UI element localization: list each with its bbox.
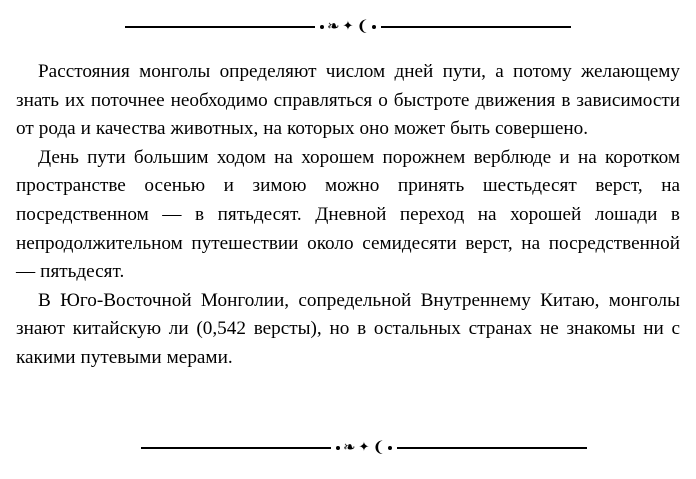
ornament-leaf-left-icon: ❧	[326, 16, 340, 35]
ornament-diamond-icon: ✦	[358, 439, 370, 455]
paragraph: День пути большим ходом на хорошем порожнем верблюде и на коротком пространстве осенью и зимою можно принять шестьдесят верст, на посредственном — в пятьдесят. Дневной переход на хорошей лошади в непродолжительном путешествии около семидесяти верст, на посредственной — пятьдесят.	[16, 146, 680, 283]
ornament-divider-bottom	[16, 435, 696, 461]
ornament-rule-right	[397, 447, 587, 449]
body-text	[16, 40, 680, 373]
ornament-diamond-icon: ✦	[342, 18, 354, 34]
ornament-dot-icon	[372, 25, 376, 29]
ornament-center-top	[320, 16, 376, 35]
ornament-leaf-right-icon: ❨	[372, 437, 386, 456]
ornament-center-bottom	[336, 437, 392, 456]
ornament-divider-top	[16, 14, 680, 40]
ornament-rule-right	[381, 26, 571, 28]
ornament-dot-icon	[336, 446, 340, 450]
ornament-dot-icon	[388, 446, 392, 450]
paragraph: Расстояния монголы определяют числом дней пути, а потому желающему знать их поточнее необходимо справляться о быстроте движения в зависимости от рода и качества животных, на которых оно может быть совершено.	[16, 61, 680, 140]
ornament-leaf-left-icon: ❧	[342, 437, 356, 456]
ornament-rule-left	[141, 447, 331, 449]
ornament-rule-left	[125, 26, 315, 28]
ornament-leaf-right-icon: ❨	[356, 16, 370, 35]
paragraph: В Юго-Восточной Монголии, сопредельной Внутреннему Китаю, монголы знают китайскую ли (0,542 версты), но в остальных странах не знакомы ни с какими путевыми мерами.	[16, 289, 680, 368]
document-page	[0, 14, 696, 479]
ornament-dot-icon	[320, 25, 324, 29]
